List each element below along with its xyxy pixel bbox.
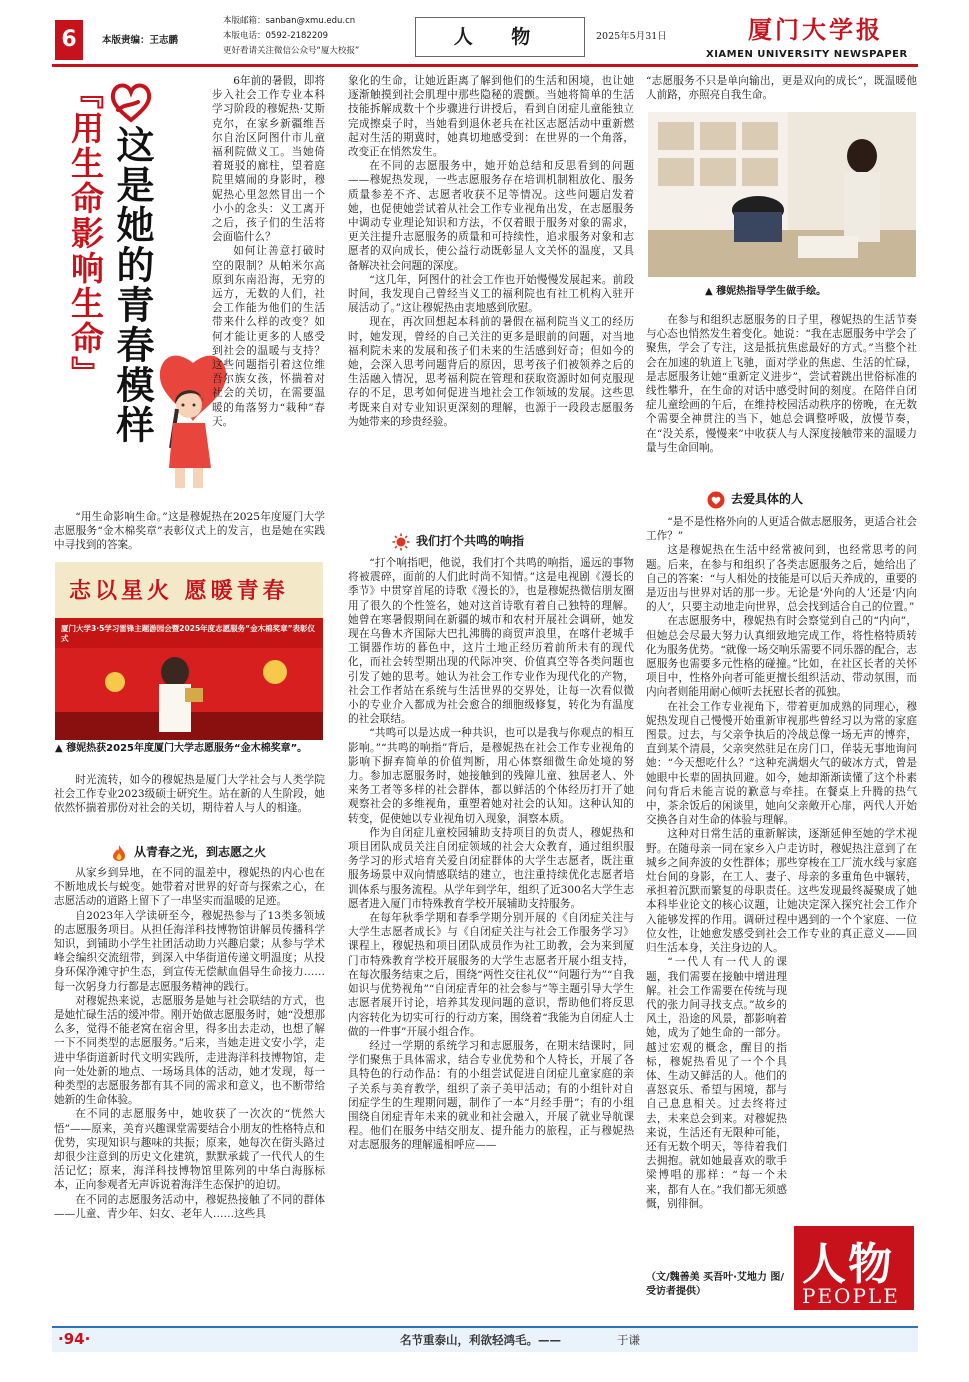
award-photo: [55, 562, 323, 740]
people-logo-en: PEOPLE: [802, 1284, 900, 1308]
headline-quote: 『用生命影响生命』: [66, 76, 105, 391]
column-c-paragraph-6: 这种对日常生活的重新解读，逐渐延伸至她的学术视野。在随母亲一同在家乡入户走访时，穆妮热注意到了在城乡之间奔波的女性群体；那些穿梭在工厂流水线与家庭灶台间的身影，在工人、妻子、母亲的多重角色中辗转，承担着沉默而繁复的母职责任。这些发现最终凝聚成了她本科毕业论文的核心议题，让她决定深入探究社会工作介入能够发挥的作用。调研过程中遇到的一个个家庭、一位位女性，让她愈发感受到社会工作专业的真正意义——回归生活本身，关注身边的人。: [646, 828, 917, 955]
column-a-paragraph-2: 自2023年入学读研至今，穆妮热参与了13类多领域的志愿服务项目。从担任海洋科技博物馆讲解员传播科学知识，到铺助小学生社团活动助力兴趣启蒙；从参与学术峰会编织交流纽带，到深入中华街道传递文明温度；从投身环保净滩守护生态，到宣传无偿献血倡导生命接力……每一次躬身力行都是志愿服务精神的践行。: [54, 909, 325, 993]
after-photo-paragraph: 时光流转，如今的穆妮热是厦门大学社会与人类学院社会工作专业2023级硕士研究生。站在新的人生阶段，她依然怀揣着那份对社会的关切，期待着人与人的相逢。: [54, 774, 325, 815]
subhead-resonance: [392, 532, 524, 551]
photo2-caption: ▲ 穆妮热指导学生做手绘。: [705, 286, 827, 297]
people-logo: [794, 1226, 914, 1310]
header-rule: [52, 64, 918, 67]
column-b-paragraph-2: 在不同的志愿服务中，她开始总结和反思看到的问题——穆妮热发现，一些志愿服务存在培训机制粗放化、服务质量参差不齐、志愿者收获不足等情况。这些问题启发着她，也促使她尝试着从社会工作专业视角出发，在志愿服务中调动专业理论知识和方法，不仅着眼于服务对象的需求，更关注提升志愿服务的质量和可持续性，追求服务对象和志愿者的双向成长，使公益行动既彰显人文关怀的温度，又具备解决社会问题的深度。: [348, 160, 634, 272]
column-c-paragraph-5: 在社会工作专业视角下，带着更加成熟的同理心，穆妮热发现自己慢慢开始重新审视那些曾经习以为常的家庭图景。过去，与父亲争执后的冷战总像一场无声的博弈，直到某个清晨，父亲突然驻足在房门口，佯装无事地询问她：“今天想吃什么？”这种充满烟火气的破冰方式，曾是她眼中长辈的固执回避。如今，她却渐渐读懂了这个朴素问句背后未能言说的歉意与牵挂。在餐桌上升腾的热气中，茶余饭后的闲谈里，她向父亲敞开心扉，两代人开始交换各自对生命的体验与理解。: [646, 700, 917, 827]
column-b-paragraph-3: “这几年，阿图什的社会工作也开始慢慢发展起来。前段时间，我发现自己曾经当义工的福利院也有社工机构入驻开展活动了。”这让穆妮热由衷地感到欣慰。: [348, 273, 634, 315]
subhead-love: [707, 490, 803, 509]
column-c-paragraph-1: 在参与和组织志愿服务的日子里，穆妮热的生活节奏与心态也悄然发生着变化。她说：“我在志愿服务中学会了聚焦，学会了专注，这是抵抗焦虑最好的方式。”当整个社会在加速的轨道上飞驰，面对学业的焦虑、生活的忙碌，是志愿服务让她“重新定义进步”，尝试着跳出世俗标准的线性攀升，在生命的对话中感受时间的刻度。在陪伴自闭症儿童绘画的午后，在维持校园活动秩序的傍晚，在无数个需要全神贯注的当下，她总会调整呼吸，放慢节奏，在“没关系，慢慢来”中收获人与人深度接触带来的温暖力量与生命回响。: [646, 314, 917, 454]
subhead-youth-text: 从青春之光，到志愿之火: [134, 845, 267, 859]
contact-block: [223, 14, 359, 59]
column-c-paragraph-3: 这是穆妮热在生活中经常被问到，也经常思考的问题。后来，在参与和组织了各类志愿服务之后，她给出了自己的答案：“与人相处的技能是可以后天养成的，重要的是迈出与世界对话的那一步。无论是‘外向的人’还是‘内向的人’，只要主动地走向世界，总会找到适合自己的位置。”: [646, 544, 917, 614]
column-a-lead-cont: [54, 510, 325, 553]
drawing-photo: [648, 112, 916, 277]
heart-icon: [707, 491, 725, 509]
email-line: 本版邮箱：sanban@xmu.edu.cn: [223, 16, 356, 26]
footer-quote: 名节重泰山，利欲轻鸿毛。——: [400, 1333, 561, 1347]
column-a-paragraph-1: 从家乡到异地，在不同的温差中，穆妮热的内心也在不断地成长与蜕变。她带着对世界的好奇与探索之心，在志愿活动的道路上留下了一串坚实而温暖的足迹。: [54, 867, 325, 908]
lead-paragraph-1: 6年前的暑假，即将步入社会工作专业本科学习阶段的穆妮热·艾斯克尔，在家乡新疆维吾尔自治区阿图什市儿童福利院做义工。当她倚着斑驳的廊柱，望着庭院里嬉闹的身影时，穆妮热心里忽然冒出一个小小的念头：义工离开之后，孩子们的生活将会面临什么？: [212, 75, 325, 244]
footer-bar: [52, 1326, 918, 1352]
column-b-paragraph-8: 在每年秋季学期和春季学期分别开展的《自闭症关注与大学生志愿者成长》与《自闭症关注与社会工作服务学习》课程上，穆妮热和项目团队成员作为社工助教，会为来到厦门市特殊教育学校开展服务的大学生志愿者开展小组支持，在每次服务结束之后，围绕“两性交往礼仪”“问题行为”“自我如识与优势视角”“自闭症青年的社会参与”等主题引导大学生志愿者展开讨论，培养其发现问题的意识，帮助他们将反思内容转化为切实可行的行动方案，围绕着“我能为自闭症人士做的一件事”开展小组合作。: [348, 912, 634, 1038]
column-c-paragraph-7: “一代人有一代人的课题，我们需要在接触中增进理解。社会工作需要在传统与现代的张力间寻找支点。”故乡的风土，沿途的风景，都影响着她，成为了她生命的一部分。越过宏观的概念，醒目的指标，穆妮热看见了一个个具体、生动又鲜活的人。他们的喜怒哀乐、希望与困境，都与自己息息相关。过去终将过去，未来总会到来。对穆妮热来说，生活还有无限种可能，还有无数个明天，等待着我们去拥抱。就如她最喜欢的歌手梁博唱的那样：“每一个未来，都有人在。”我们都无须感慨，别徘徊。: [646, 956, 787, 1210]
photo1-caption: ▲ 穆妮热获2025年度厦门大学志愿服务“金木棉奖章”。: [55, 743, 308, 754]
column-b-paragraph-5: “打个响指吧，他说，我们打个共鸣的响指，遥远的事物将被震碎，面前的人们此时尚不知情。”这是电视剧《漫长的季节》中贯穿首尾的诗歌《漫长的》，也是穆妮热微信朋友圈用了很久的个性签名，她对这首诗歌有着自己独特的理解。她曾在寒暑假期间在新疆的城市和农村开展社会调研，她发现在乌鲁木齐国际大巴扎沸腾的商贸声浪里，在喀什老城手工铜器作坊的暮色中，这片土地正经历着前所未有的现代化，而社会转型期出现的代际冲突、价值真空等各类问题也引发了她的思考。她认为社会工作专业作为现代化的产物，社会工作者站在系统与生活世界的交界处，让每一次看似微小的专业介入都成为社会愈合的细胞级修复，转化为有温度的社会联结。: [348, 557, 634, 726]
subhead-youth: [110, 843, 266, 862]
column-b-section: [348, 556, 634, 1153]
column-a-section: [54, 866, 325, 1221]
column-a-paragraph-4: 在不同的志愿服务中，她收获了一次次的“恍然大悟”——原来，美育兴趣课堂需要结合小朋友的性格特点和优势，实现知识与趣味的共振；原来，她每次在街头路过却很少注意到的历史文化建筑，默默承载了一代代人的生活记忆；原来，海洋科技博物馆里陈列的中华白海豚标本，正向参观者无声诉说着海洋生态保护的迫切。: [54, 1108, 325, 1192]
banner-title: 志以星火 愿暖青春: [69, 578, 289, 604]
publication-date: 2025年5月31日: [596, 31, 667, 42]
footer-quote-author: 于谦: [617, 1333, 640, 1347]
people-logo-cn: 人物: [802, 1239, 894, 1290]
column-b-paragraph-4: 现在，再次回想起本科前的暑假在福利院当义工的经历时，她发现，曾经的自己关注的更多是眼前的问题，对当地福利院未来的发展和孩子们未来的生活感到好奇；但如今的她，会深入思考问题背后的原因，思考孩子们被领养之后的生活融入情况，思考福利院在管理和获取资源时如何克服现存的不足，思考如何促进当地社会工作领域的发展。这些思考既来自对专业知识更深刻的理解，也源于一段段志愿服务为她带来的珍贵经验。: [348, 316, 634, 428]
column-b-paragraph-7: 作为自闭症儿童校园辅助支持项目的负责人，穆妮热和项目团队成员关注自闭症领域的社会大众教育，通过组织服务学习的形式培育关爱自闭症群体的大学生志愿者，既注重服务场景中双向情感联结的建立，也注重持续优化志愿者培训体系与服务流程。从学年到学年，组织了近300名大学生志愿者进入厦门市特殊教育学校开展辅助支持服务。: [348, 826, 634, 910]
column-c-paragraph-2: “是不是性格外向的人更适合做志愿服务，更适合社会工作？”: [646, 516, 917, 543]
footer-page-number: ·94·: [58, 1330, 91, 1348]
column-c-paragraph-top: “志愿服务不只是单向输出，更是双向的成长”，既温暖他人前路，亦照亮自我生命。: [646, 75, 917, 102]
column-a-paragraph-3: 对穆妮热来说，志愿服务是她与社会联结的方式，也是她忙碌生活的缓冲带。刚开始做志愿服务时，她“没想那么多，觉得不能老窝在宿舍里，得多出去走动，也想了解一下不同类型的志愿服务。”后来，当她走进文安小学，走进中华街道新时代文明实践所，走进海洋科技博物馆，走向一处处新的地点、一场场具体的活动，她才发现，每一种类型的志愿服务都有其不同的需求和意义，也不断带给她新的生命体验。: [54, 994, 325, 1107]
subhead-love-text: 去爱具体的人: [731, 492, 804, 506]
headline-main: 这是她的青春模样: [110, 125, 155, 445]
column-c-body: [646, 313, 917, 455]
flame-icon: [110, 844, 128, 862]
phone-line: 本版电话：0592-2182209: [223, 31, 329, 41]
column-c-paragraph-4: 在志愿服务中，穆妮热有时会察觉到自己的“内向”，但她总会尽最大努力认真细致地完成工作，将性格特质转化为服务优势。“就像一场交响乐需要不同乐器的配合，志愿服务也需要多元性格的碰撞。”比如，在社区长者的关怀项目中，性格外向者可能更擅长组织活动、带动氛围，而内向者则能用耐心倾听去抚慰长者的孤独。: [646, 615, 917, 699]
column-b-paragraph-1: 象化的生命，让她近距离了解到他们的生活和困境，也让她逐渐触摸到社会肌理中那些隐秘的震颤。当她将简单的生活技能拆解成数十个步骤进行讲授后，看到自闭症儿童能独立完成擦桌子时，当她看到退休老兵在社区志愿活动中重新燃起对生活的期冀时，她真切地感受到：在世界的一个角落，改变正在悄然发生。: [348, 75, 634, 159]
column-b-paragraph-6: “共鸣可以是达成一种共识，也可以是我与你观点的相互影响。”“共鸣的响指”背后，是穆妮热在社会工作专业视角的影响下摒弃简单的价值判断，用心体察细微生命处境的努力。参加志愿服务时，她接触到的残障儿童、独居老人、外来务工者等多样的社会群体，都以鲜活的个体经历打开了她观察社会的多维视角，重塑着她对社会的认知。这种认知的转变，促使她以专业视角切入现象，洞察本质。: [348, 727, 634, 825]
column-b-paragraph-9: 经过一学期的系统学习和志愿服务，在期末结课时，同学们聚焦于具体需求，结合专业优势和个人特长，开展了各具特色的行动作品：有的小组尝试促进自闭症儿童家庭的亲子关系与美育教学，组织了亲子美甲活动；有的小组针对自闭症学生的生理期问题，制作了一本“月经手册”；有的小组围绕自闭症青年未来的就业和社会融入，开展了就业导航课程。他们在服务中结交朋友、提升能力的旅程，正与穆妮热对志愿服务的理解遥相呼应——: [348, 1039, 634, 1152]
masthead: [0, 0, 969, 66]
column-a-body: [54, 773, 325, 816]
column-c-section: [646, 515, 917, 1211]
column-a-paragraph-5: 在不同的志愿服务活动中，穆妮热接触了不同的群体——儿童、青少年、妇女、老年人……这些具: [54, 1193, 325, 1220]
follow-line: 更好看请关注微信公众号“厦大校报”: [223, 46, 360, 56]
column-b-top: [348, 74, 634, 429]
editor-line: 本版责编：王志鹏: [102, 35, 179, 46]
lead-paragraph-2: 如何让善意打破时空的限制？从帕米尔高原到东南沿海，无穷的远方，无数的人们，社会工作能为他们的生活带来什么样的改变？如何才能让更多的人感受到社会的温暖与支持？这些问题指引着这位维吾尔族女孩，怀揣着对社会的关切，在需要温暖的角落努力“栽种”春天。: [212, 245, 325, 428]
banner-subtitle: 厦门大学3·5学习雷锋主题游园会暨2025年度志愿服务“金木棉奖章”表彰仪式: [61, 624, 316, 643]
column-c-top: [646, 74, 917, 102]
paper-english-name: XIAMEN UNIVERSITY NEWSPAPER: [706, 49, 908, 60]
lead-paragraph-3: “用生命影响生命。”这是穆妮热在2025年度厦门大学志愿服务“金木棉奖章”表彰仪式上的发言，也是她在实践中寻找到的答案。: [54, 511, 325, 552]
paper-logo: 厦门大学报: [748, 15, 883, 44]
section-title: 人 物: [415, 17, 585, 57]
sun-icon: [392, 533, 410, 551]
subhead-resonance-text: 我们打个共鸣的响指: [416, 534, 525, 548]
page-number: 6: [55, 20, 83, 60]
byline: （文/魏善美 买吾叶·艾地力 图/受访者提供）: [646, 1272, 785, 1297]
column-a-lead: [54, 74, 325, 429]
